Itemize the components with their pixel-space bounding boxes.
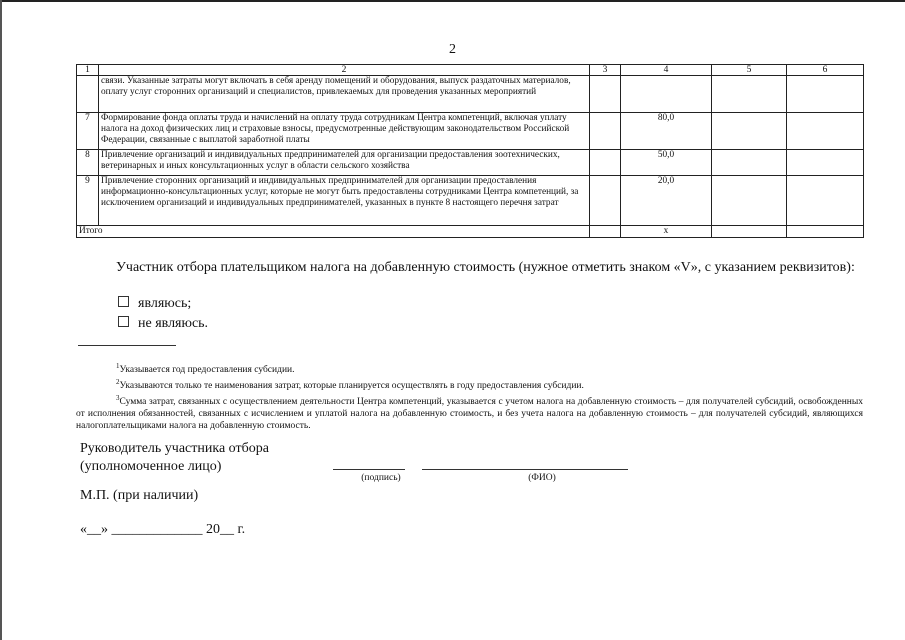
signature-caption: (подпись) xyxy=(361,473,401,483)
total-col6 xyxy=(787,226,864,238)
vat-option-no[interactable] xyxy=(118,315,208,333)
row-description: Формирование фонда оплаты труда и начислений на оплату труда сотрудникам Центра компетенций, включая уплату налога на доход физических лиц и страховые взносы, предусмотренные действующим законодательством Российской Федерации, связанные с выплатой заработной платы xyxy=(99,113,590,150)
vat-paragraph: Участник отбора плательщиком налога на добавленную стоимость (нужное отметить знаком «V», с указанием реквизитов): xyxy=(116,260,855,275)
col-header-4: 4 xyxy=(621,65,712,76)
table-header-row xyxy=(77,65,864,76)
footnote-mark: 3 xyxy=(116,394,120,403)
footnote-text: Сумма затрат, связанных с осуществлением деятельности Центра компетенций, указывается с учетом налога на добавленную стоимость – для получателей субсидий, освобожденных от исполнения обязанностей, связанных с исчислением и уплатой налога на добавленную стоимость, и без учета налога на добавленную стоимость – для получателей субсидий, являющихся налогоплательщиками налога на добавленную стоимость. xyxy=(76,397,863,432)
page-number: 2 xyxy=(449,42,456,57)
page-top-border xyxy=(0,0,905,2)
head-title: Руководитель участника отбора xyxy=(80,441,269,456)
total-col5 xyxy=(712,226,787,238)
row-number: 8 xyxy=(77,150,99,176)
footnote-mark: 1 xyxy=(116,362,120,370)
row-number: 9 xyxy=(77,176,99,226)
total-col3 xyxy=(590,226,621,238)
row-amount: 50,0 xyxy=(621,150,712,176)
vat-option-yes-label: являюсь; xyxy=(138,296,192,311)
expenses-table xyxy=(76,64,864,238)
footnote-text: Указываются только те наименования затрат, которые планируется осуществлять в году предоставления субсидии. xyxy=(119,381,584,392)
checkbox-icon[interactable] xyxy=(118,316,129,327)
table-row xyxy=(77,76,864,113)
row-col5 xyxy=(712,176,787,226)
row-col6 xyxy=(787,150,864,176)
row-amount: 20,0 xyxy=(621,176,712,226)
col-header-1: 1 xyxy=(77,65,99,76)
row-col6 xyxy=(787,176,864,226)
total-label: Итого xyxy=(77,226,590,238)
row-number xyxy=(77,76,99,113)
authorized-person: (уполномоченное лицо) xyxy=(80,459,222,474)
full-name-line[interactable] xyxy=(422,469,628,470)
total-amount: х xyxy=(621,226,712,238)
checkbox-icon[interactable] xyxy=(118,296,129,307)
col-header-6: 6 xyxy=(787,65,864,76)
signature-line[interactable] xyxy=(333,469,405,470)
table-row xyxy=(77,176,864,226)
page-left-border xyxy=(0,0,2,640)
total-row xyxy=(77,226,864,238)
row-col5 xyxy=(712,150,787,176)
row-col3 xyxy=(590,113,621,150)
row-col5 xyxy=(712,113,787,150)
footnote xyxy=(76,360,863,376)
row-col5 xyxy=(712,76,787,113)
footnote xyxy=(76,392,863,432)
row-col3 xyxy=(590,176,621,226)
col-header-2: 2 xyxy=(99,65,590,76)
vat-option-no-label: не являюсь. xyxy=(138,316,209,331)
row-col3 xyxy=(590,76,621,113)
footnote-mark: 2 xyxy=(116,378,120,387)
date-field[interactable]: «__» _____________ 20__ г. xyxy=(80,522,246,537)
row-col6 xyxy=(787,76,864,113)
footnote-separator xyxy=(78,345,176,346)
stamp-label: М.П. (при наличии) xyxy=(80,488,199,503)
col-header-5: 5 xyxy=(712,65,787,76)
footnote-text: Указывается год предоставления субсидии. xyxy=(119,365,295,376)
row-number: 7 xyxy=(77,113,99,150)
row-description: Привлечение сторонних организаций и индивидуальных предпринимателей для организации предоставления информационно-консультационных услуг, которые не могут быть предоставлены сотрудниками Центра компетенций, за исключением организаций и индивидуальных предпринимателей, указанных в пункте 8 настоящего перечня затрат xyxy=(99,176,590,226)
row-description: связи. Указанные затраты могут включать в себя аренду помещений и оборудования, выпуск раздаточных материалов, оплату услуг сторонних организаций и специалистов, привлекаемых для проведения указанных мероприятий xyxy=(99,76,590,113)
vat-option-yes[interactable] xyxy=(118,295,191,313)
footnote xyxy=(76,376,863,392)
row-description: Привлечение организаций и индивидуальных предпринимателей для организации предоставления зоотехнических, ветеринарных и иных консультационных услуг в области сельского хозяйства xyxy=(99,150,590,176)
table-row xyxy=(77,113,864,150)
full-name-caption: (ФИО) xyxy=(528,473,556,483)
row-amount: 80,0 xyxy=(621,113,712,150)
row-amount xyxy=(621,76,712,113)
table-row xyxy=(77,150,864,176)
row-col6 xyxy=(787,113,864,150)
footnotes xyxy=(76,360,863,432)
row-col3 xyxy=(590,150,621,176)
col-header-3: 3 xyxy=(590,65,621,76)
